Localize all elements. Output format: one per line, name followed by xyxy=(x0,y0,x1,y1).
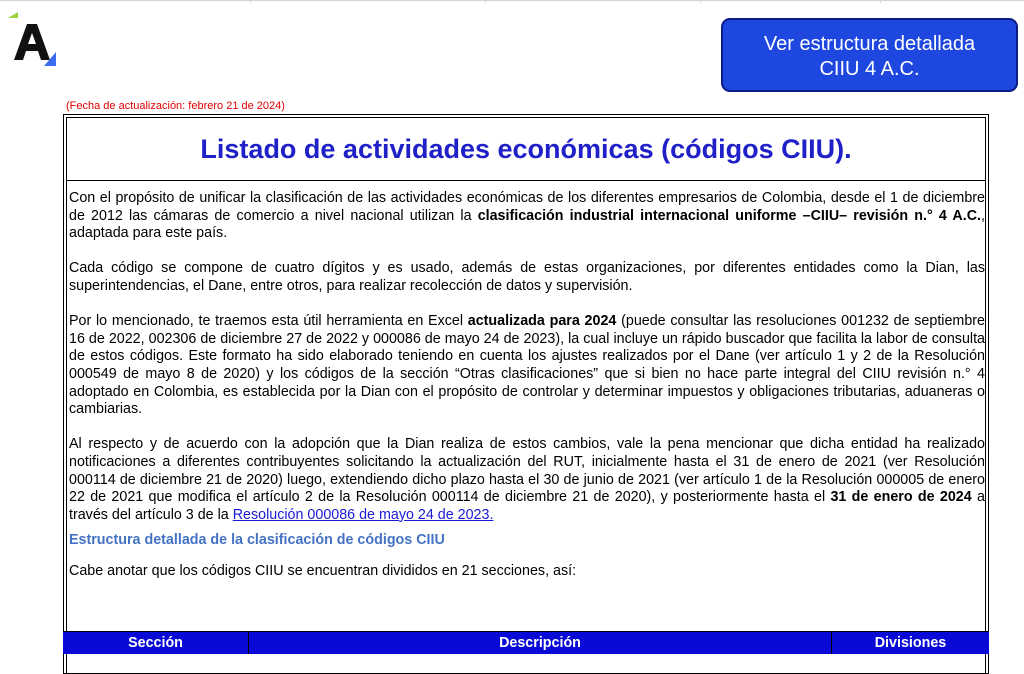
brand-logo-icon xyxy=(8,12,58,68)
text-run: Con el propósito de unificar la clasificación de las actividades económicas de los diferentes empresarios de Colombia, desde el 1 de diciembre de 2012 las cámaras de comercio a nivel nacional utilizan la xyxy=(69,190,985,224)
sheet-gridline xyxy=(485,0,486,3)
title-band xyxy=(67,118,985,181)
document-content xyxy=(69,190,985,598)
sections-intro: Cabe anotar que los códigos CIIU se encuentran divididos en 21 secciones, así: xyxy=(69,562,577,579)
paragraph-excel-tool xyxy=(69,313,985,419)
text-run-bold: actualizada para 2024 xyxy=(467,313,617,330)
sheet-gridline xyxy=(0,0,1024,1)
column-header-descripcion: Descripción xyxy=(249,632,832,654)
paragraph-dian-rut xyxy=(69,436,985,524)
text-run: Al respecto y de acuerdo con la adopción que la Dian realiza de estos cambios, vale la pena mencionar que dicha entidad ha realizado notificaciones a diferentes contribuyentes solicitando la actualización del RUT, inicialmente hasta el 31 de enero de 2021 (ver Resolución 000114 de diciembre 21 de 2020) luego, extendiendo dicho plazo hasta el 30 de junio de 2021 (ver artículo 1 de la Resolución 000005 de enero 22 de 2021 que modifica el artículo 2 de la Resolución 000114 de diciembre 21 de 2020), y posteriormente hasta el xyxy=(69,436,985,506)
update-date: (Fecha de actualización: febrero 21 de 2024) xyxy=(66,100,285,112)
document-frame xyxy=(63,114,989,674)
text-run: Por lo mencionado, te traemos esta útil herramienta en Excel xyxy=(69,313,468,330)
column-header-seccion: Sección xyxy=(63,632,249,654)
paragraph-code-usage: Cada código se compone de cuatro dígitos y es usado, además de estas organizaciones, por diferentes entidades como la Dian, las superintendencias, el Dane, entre otros, para realizar recolección de datos y supervisión. xyxy=(69,260,985,294)
cta-label-line2: CIIU 4 A.C. xyxy=(819,58,920,80)
cta-label-line1: Ver estructura detallada xyxy=(763,33,976,55)
column-header-divisiones: Divisiones xyxy=(874,635,947,651)
paragraph-purpose xyxy=(69,190,985,243)
sheet-gridline xyxy=(880,0,881,3)
table-header xyxy=(63,631,989,654)
document-inner-frame xyxy=(66,117,986,673)
page-title: Listado de actividades económicas (códigos CIIU). xyxy=(200,134,852,164)
text-run: , adaptada para este país. xyxy=(69,207,985,242)
section-heading: Estructura detallada de la clasificación de códigos CIIU xyxy=(69,532,445,549)
sheet-gridline xyxy=(700,0,701,3)
text-run: a través del artículo 3 de la xyxy=(69,489,985,523)
view-ciiu-structure-button[interactable] xyxy=(721,18,1018,92)
text-run: (puede consultar las resoluciones 001232 de septiembre 16 de 2022, 002306 de diciembre 27 de 2022 y 000086 de mayo 24 de 2023), la cual incluye un rápido buscador que facilita la labor de consulta de estos códigos. Este formato ha sido elaborado teniendo en cuenta los ajustes realizados por el Dane (ver artículo 1 y 2 de la Resolución 000549 de mayo 8 de 2020) y los códigos de la sección “Otras clasificaciones” que si bien no hace parte integral del CIIU revisión n.° 4 adoptado en Colombia, es establecida por la Dian con el propósito de controlar y determinar impuestos y obligaciones tributarias, aduaneras o cambiarias. xyxy=(69,313,986,418)
resolution-link[interactable]: Resolución 000086 de mayo 24 de 2023. xyxy=(232,506,494,523)
sheet-gridline xyxy=(250,0,251,3)
text-run-bold: 31 de enero de 2024 xyxy=(830,489,972,506)
text-run-bold: clasificación industrial internacional uniforme –CIIU– revisión n.° 4 A.C. xyxy=(477,207,982,224)
